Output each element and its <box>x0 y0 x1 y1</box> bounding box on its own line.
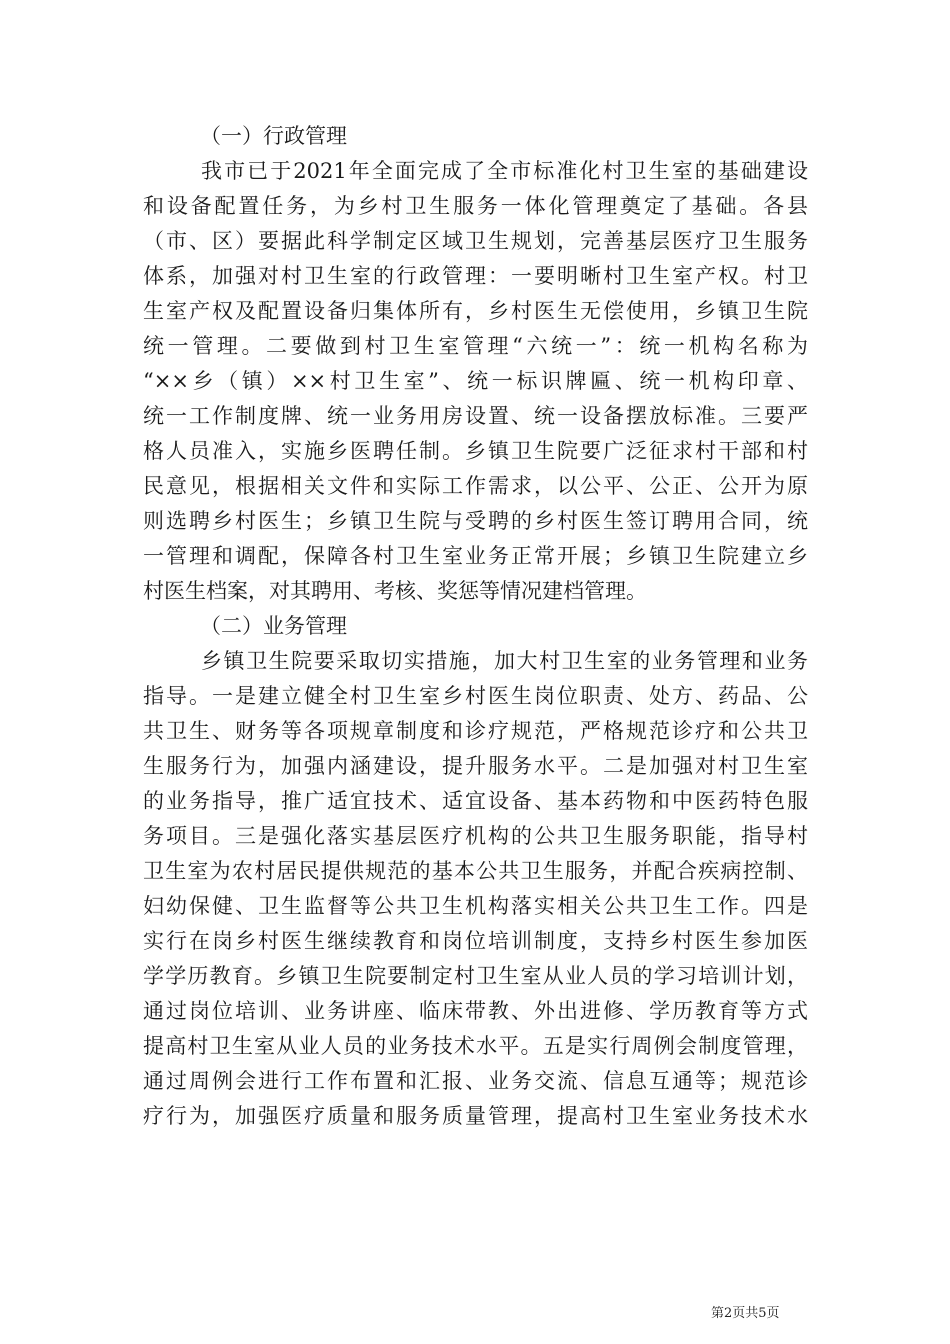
paragraph-line: 生服务行为，加强内涵建设，提升服务水平。二是加强对村卫生室 <box>143 754 808 778</box>
paragraph-line: 和设备配置任务，为乡村卫生服务一体化管理奠定了基础。各县 <box>143 194 808 218</box>
paragraph-line: 务项目。三是强化落实基层医疗机构的公共卫生服务职能，指导村 <box>143 824 808 848</box>
paragraph-line: 通过周例会进行工作布置和汇报、业务交流、信息互通等；规范诊 <box>143 1069 808 1093</box>
paragraph-line: 格人员准入，实施乡医聘任制。乡镇卫生院要广泛征求村干部和村 <box>143 439 808 463</box>
paragraph-line: 则选聘乡村医生；乡镇卫生院与受聘的乡村医生签订聘用合同，统 <box>143 509 808 533</box>
paragraph-line: 学学历教育。乡镇卫生院要制定村卫生室从业人员的学习培训计划， <box>143 964 808 988</box>
paragraph-line: 指导。一是建立健全村卫生室乡村医生岗位职责、处方、药品、公 <box>143 684 808 708</box>
paragraph-line: （市、区）要据此科学制定区域卫生规划，完善基层医疗卫生服务 <box>143 229 808 253</box>
paragraph-line: 一管理和调配，保障各村卫生室业务正常开展；乡镇卫生院建立乡 <box>143 544 808 568</box>
paragraph-line: 实行在岗乡村医生继续教育和岗位培训制度，支持乡村医生参加医 <box>143 929 808 953</box>
paragraph-line: 卫生室为农村居民提供规范的基本公共卫生服务，并配合疾病控制、 <box>143 859 808 883</box>
paragraph-line: 体系，加强对村卫生室的行政管理：一要明晰村卫生室产权。村卫 <box>143 264 808 288</box>
paragraph-line: 我市已于2021年全面完成了全市标准化村卫生室的基础建设 <box>201 159 808 183</box>
section-heading-business: （二）业务管理 <box>200 614 347 638</box>
paragraph-line: “××乡（镇）××村卫生室”、统一标识牌匾、统一机构印章、 <box>143 369 808 393</box>
paragraph-line: 提高村卫生室从业人员的业务技术水平。五是实行周例会制度管理， <box>143 1034 808 1058</box>
paragraph-line: 村医生档案，对其聘用、考核、奖惩等情况建档管理。 <box>143 579 647 603</box>
paragraph-line: 民意见，根据相关文件和实际工作需求，以公平、公正、公开为原 <box>143 474 808 498</box>
paragraph-line: 妇幼保健、卫生监督等公共卫生机构落实相关公共卫生工作。四是 <box>143 894 808 918</box>
paragraph-line: 生室产权及配置设备归集体所有，乡村医生无偿使用，乡镇卫生院 <box>143 299 808 323</box>
paragraph-line: 乡镇卫生院要采取切实措施，加大村卫生室的业务管理和业务 <box>201 649 808 673</box>
paragraph-line: 统一工作制度牌、统一业务用房设置、统一设备摆放标准。三要严 <box>143 404 808 428</box>
paragraph-line: 共卫生、财务等各项规章制度和诊疗规范，严格规范诊疗和公共卫 <box>143 719 808 743</box>
paragraph-line: 的业务指导，推广适宜技术、适宜设备、基本药物和中医药特色服 <box>143 789 808 813</box>
paragraph-line: 通过岗位培训、业务讲座、临床带教、外出进修、学历教育等方式 <box>143 999 808 1023</box>
page-number: 第2页共5页 <box>711 1306 780 1321</box>
paragraph-line: 疗行为，加强医疗质量和服务质量管理，提高村卫生室业务技术水 <box>143 1104 808 1128</box>
paragraph-line: 统一管理。二要做到村卫生室管理“六统一”：统一机构名称为 <box>143 334 808 358</box>
section-heading-administrative: （一）行政管理 <box>200 124 347 148</box>
